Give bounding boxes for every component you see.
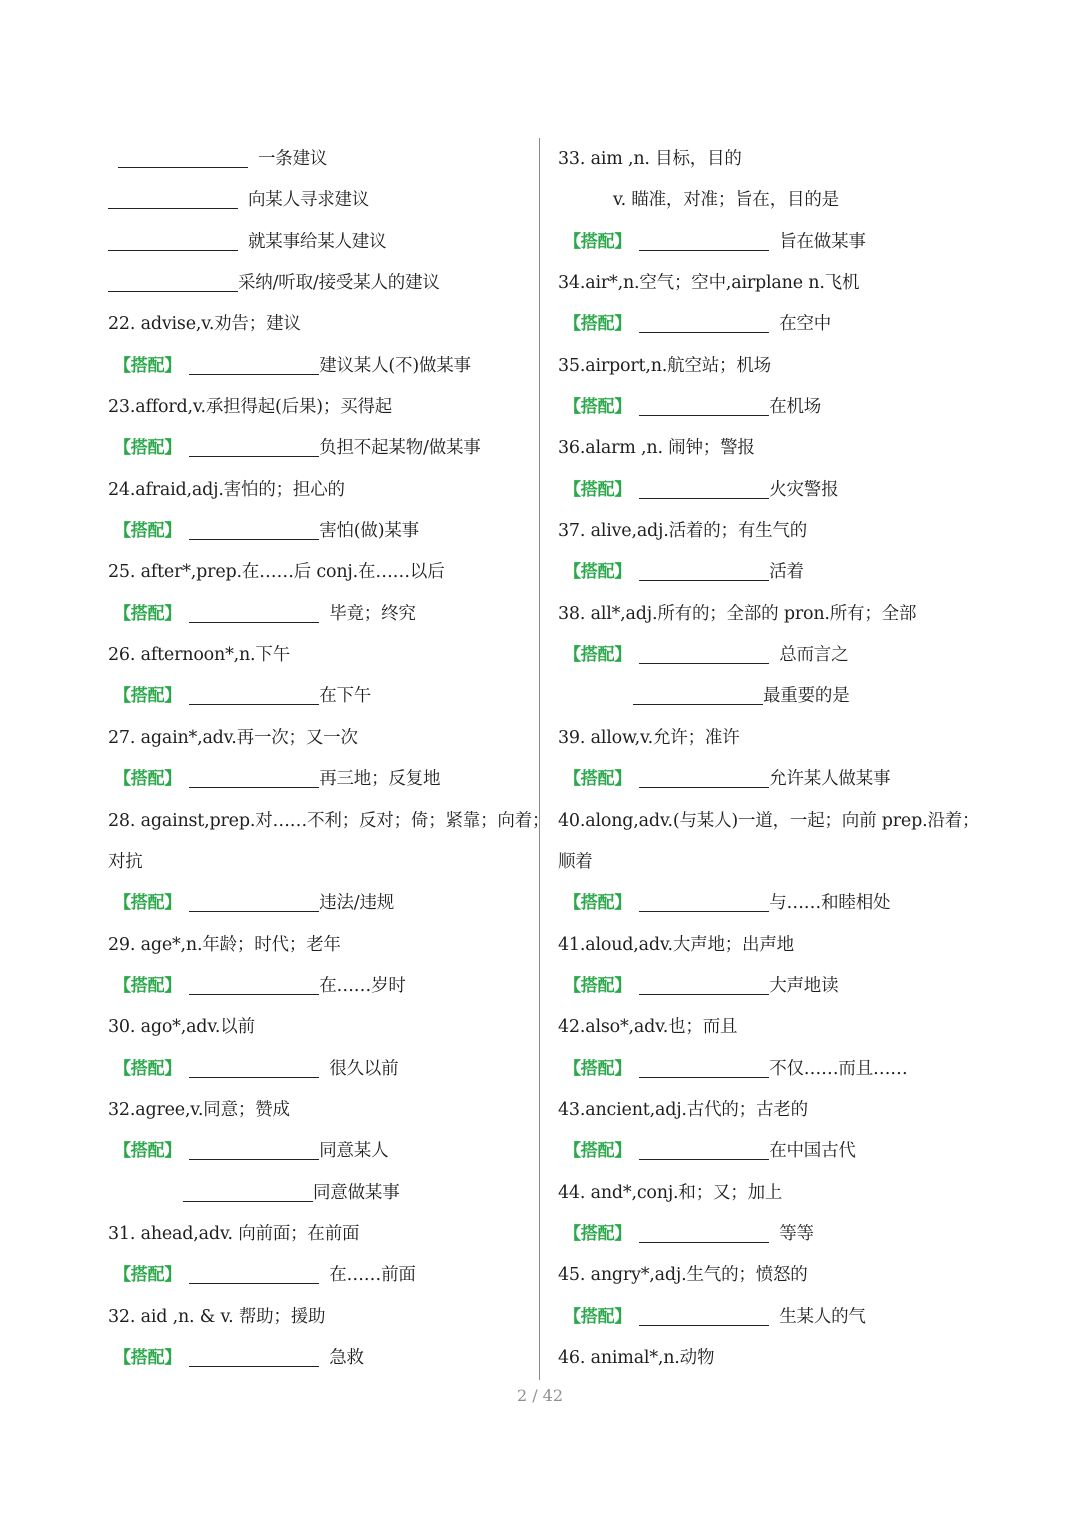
vocab-line [558, 552, 978, 593]
vocab-line [108, 718, 533, 759]
fill-in-blank [183, 1181, 313, 1202]
vocab-line [558, 428, 978, 469]
collocation-tag: 【搭配】 [564, 769, 632, 790]
vocab-line [108, 304, 533, 345]
line-text: 31. ahead,adv. 向前面；在前面 [108, 1223, 360, 1244]
line-text: 在中国古代 [769, 1141, 856, 1162]
vocab-line [108, 842, 533, 883]
line-text: v. 瞄准，对准；旨在，目的是 [613, 190, 839, 211]
collocation-tag: 【搭配】 [114, 521, 182, 542]
vocab-line [108, 222, 533, 263]
vocab-line [558, 263, 978, 304]
vocab-line [108, 635, 533, 676]
collocation-tag: 【搭配】 [564, 479, 632, 500]
fill-in-blank [189, 1346, 319, 1367]
fill-in-blank [189, 436, 319, 457]
line-text: 在下午 [319, 686, 372, 707]
vocab-line [558, 718, 978, 759]
line-text: 25. after*,prep.在……后 conj.在……以后 [108, 562, 445, 583]
vocab-line [558, 925, 978, 966]
vocab-line [558, 470, 978, 511]
line-text: 23.afford,v.承担得起(后果)；买得起 [108, 397, 393, 418]
fill-in-blank [633, 684, 763, 705]
line-text: 27. again*,adv.再一次；又一次 [108, 727, 358, 748]
vocab-line [558, 511, 978, 552]
fill-in-blank [639, 1222, 769, 1243]
vocab-line [108, 676, 533, 717]
vocab-line [108, 180, 533, 221]
collocation-tag: 【搭配】 [564, 231, 632, 252]
line-text: 毕竟；终究 [329, 603, 416, 624]
line-text: 再三地；反复地 [319, 769, 441, 790]
vocab-line [108, 139, 533, 180]
fill-in-blank [189, 1263, 319, 1284]
line-text: 36.alarm ,n. 闹钟；警报 [558, 438, 755, 459]
line-text: 活着 [769, 562, 804, 583]
vocab-line [558, 801, 978, 842]
fill-in-blank [189, 1057, 319, 1078]
vocab-line [558, 1173, 978, 1214]
column-divider [539, 138, 540, 1380]
fill-in-blank [639, 230, 769, 251]
line-text: 很久以前 [329, 1058, 399, 1079]
vocab-line [108, 1255, 533, 1296]
vocab-line [558, 635, 978, 676]
fill-in-blank [108, 188, 238, 209]
page-number: 2 / 42 [516, 1386, 564, 1405]
line-text: 39. allow,v.允许；准许 [558, 727, 740, 748]
vocab-line [558, 1338, 978, 1379]
vocab-line [108, 1214, 533, 1255]
line-text: 违法/违规 [319, 893, 395, 914]
vocab-line [108, 801, 550, 842]
vocab-line [108, 1338, 533, 1379]
vocab-line [108, 552, 533, 593]
line-text: 害怕(做)某事 [319, 521, 419, 542]
vocab-line [108, 1173, 533, 1214]
vocab-line [558, 966, 978, 1007]
line-text: 同意做某事 [313, 1182, 400, 1203]
line-text: 顺着 [558, 851, 593, 872]
line-text: 38. all*,adj.所有的；全部的 pron.所有；全部 [558, 603, 917, 624]
collocation-tag: 【搭配】 [564, 1141, 632, 1162]
line-text: 46. animal*,n.动物 [558, 1347, 715, 1368]
line-text: 29. age*,n.年龄；时代；老年 [108, 934, 341, 955]
collocation-tag: 【搭配】 [564, 645, 632, 666]
fill-in-blank [639, 1057, 769, 1078]
vocab-line [558, 1297, 978, 1338]
line-text: 34.air*,n.空气；空中,airplane n.飞机 [558, 273, 860, 294]
vocab-line [108, 263, 533, 304]
line-text: 急救 [329, 1347, 364, 1368]
collocation-tag: 【搭配】 [114, 1347, 182, 1368]
collocation-tag: 【搭配】 [114, 769, 182, 790]
line-text: 45. angry*,adj.生气的；愤怒的 [558, 1265, 808, 1286]
collocation-tag: 【搭配】 [114, 893, 182, 914]
collocation-tag: 【搭配】 [564, 1306, 632, 1327]
collocation-tag: 【搭配】 [114, 1058, 182, 1079]
vocab-line [108, 1007, 533, 1048]
vocab-line [558, 139, 978, 180]
fill-in-blank [189, 891, 319, 912]
fill-in-blank [639, 560, 769, 581]
vocab-line [558, 1007, 978, 1048]
line-text: 41.aloud,adv.大声地；出声地 [558, 934, 794, 955]
line-text: 26. afternoon*,n.下午 [108, 645, 291, 666]
vocab-line [108, 1131, 533, 1172]
collocation-tag: 【搭配】 [564, 397, 632, 418]
line-text: 生某人的气 [779, 1306, 866, 1327]
fill-in-blank [108, 271, 238, 292]
line-text: 35.airport,n.航空站；机场 [558, 355, 771, 376]
line-text: 就某事给某人建议 [248, 231, 387, 252]
vocab-line [108, 1297, 533, 1338]
vocab-line [558, 1214, 978, 1255]
vocab-line [558, 304, 978, 345]
collocation-tag: 【搭配】 [114, 438, 182, 459]
vocab-line [108, 594, 533, 635]
fill-in-blank [108, 230, 238, 251]
vocab-line [108, 470, 533, 511]
vocab-line [558, 842, 978, 883]
vocab-line [108, 346, 533, 387]
line-text: 与……和睦相处 [769, 893, 891, 914]
line-text: 30. ago*,adv.以前 [108, 1017, 255, 1038]
fill-in-blank [639, 643, 769, 664]
vocab-line [558, 1090, 978, 1131]
collocation-tag: 【搭配】 [564, 1223, 632, 1244]
collocation-tag: 【搭配】 [564, 314, 632, 335]
fill-in-blank [189, 767, 319, 788]
collocation-tag: 【搭配】 [564, 562, 632, 583]
collocation-tag: 【搭配】 [114, 1141, 182, 1162]
vocab-line [558, 594, 978, 635]
vocab-line [558, 1255, 978, 1296]
vocab-line [108, 428, 533, 469]
vocab-line [558, 1131, 978, 1172]
fill-in-blank [639, 395, 769, 416]
collocation-tag: 【搭配】 [114, 975, 182, 996]
line-text: 32.agree,v.同意；赞成 [108, 1099, 290, 1120]
fill-in-blank [189, 602, 319, 623]
line-text: 43.ancient,adj.古代的；古老的 [558, 1099, 808, 1120]
collocation-tag: 【搭配】 [114, 603, 182, 624]
line-text: 24.afraid,adj.害怕的；担心的 [108, 479, 345, 500]
line-text: 总而言之 [779, 645, 849, 666]
line-text: 大声地读 [769, 975, 839, 996]
vocab-line [108, 511, 533, 552]
line-text: 建议某人(不)做某事 [319, 355, 471, 376]
line-text: 32. aid ,n. & v. 帮助；援助 [108, 1306, 326, 1327]
vocab-line [108, 925, 533, 966]
line-text: 一条建议 [258, 149, 328, 169]
line-text: 等等 [779, 1223, 814, 1244]
line-text: 22. advise,v.劝告；建议 [108, 314, 301, 335]
vocab-line [558, 1049, 978, 1090]
vocab-line [558, 883, 978, 924]
collocation-tag: 【搭配】 [564, 893, 632, 914]
fill-in-blank [639, 891, 769, 912]
vocab-line [558, 180, 978, 221]
vocab-line [108, 966, 533, 1007]
vocab-line [108, 883, 533, 924]
fill-in-blank [639, 767, 769, 788]
fill-in-blank [189, 684, 319, 705]
collocation-tag: 【搭配】 [114, 1265, 182, 1286]
line-text: 42.also*,adv.也；而且 [558, 1017, 738, 1038]
left-column [108, 139, 550, 1379]
fill-in-blank [639, 312, 769, 333]
fill-in-blank [639, 1139, 769, 1160]
line-text: 在……前面 [329, 1265, 416, 1286]
line-text: 火灾警报 [769, 479, 839, 500]
line-text: 37. alive,adj.活着的；有生气的 [558, 521, 808, 542]
line-text: 在机场 [769, 397, 822, 418]
line-text: 最重要的是 [763, 686, 850, 707]
fill-in-blank [118, 147, 248, 168]
line-text: 采纳/听取/接受某人的建议 [238, 273, 440, 294]
vocab-line [558, 676, 978, 717]
collocation-tag: 【搭配】 [114, 686, 182, 707]
fill-in-blank [189, 1139, 319, 1160]
line-text: 在空中 [779, 314, 832, 335]
fill-in-blank [639, 478, 769, 499]
line-text: 40.along,adv.(与某人)一道，一起；向前 prep.沿着； [558, 810, 980, 831]
line-text: 负担不起某物/做某事 [319, 438, 481, 459]
vocab-line [108, 1049, 533, 1090]
line-text: 28. against,prep.对……不利；反对；倚；紧靠；向着； [108, 810, 550, 831]
vocab-line [558, 759, 978, 800]
vocab-line [558, 222, 978, 263]
vocab-line [108, 759, 533, 800]
vocab-line [558, 387, 978, 428]
fill-in-blank [189, 519, 319, 540]
line-text: 同意某人 [319, 1141, 389, 1162]
line-text: 对抗 [108, 851, 143, 872]
collocation-tag: 【搭配】 [564, 1058, 632, 1079]
fill-in-blank [189, 974, 319, 995]
vocab-line [108, 1090, 533, 1131]
line-text: 允许某人做某事 [769, 769, 891, 790]
fill-in-blank [639, 974, 769, 995]
collocation-tag: 【搭配】 [564, 975, 632, 996]
line-text: 在……岁时 [319, 975, 406, 996]
line-text: 44. and*,conj.和；又；加上 [558, 1182, 783, 1203]
fill-in-blank [189, 354, 319, 375]
fill-in-blank [639, 1305, 769, 1326]
vocab-line [558, 346, 978, 387]
line-text: 不仅……而且…… [769, 1058, 908, 1079]
collocation-tag: 【搭配】 [114, 355, 182, 376]
line-text: 旨在做某事 [779, 231, 866, 252]
line-text: 33. aim ,n. 目标，目的 [558, 149, 742, 169]
vocab-line [108, 387, 533, 428]
line-text: 向某人寻求建议 [248, 190, 370, 211]
right-column [558, 139, 978, 1379]
